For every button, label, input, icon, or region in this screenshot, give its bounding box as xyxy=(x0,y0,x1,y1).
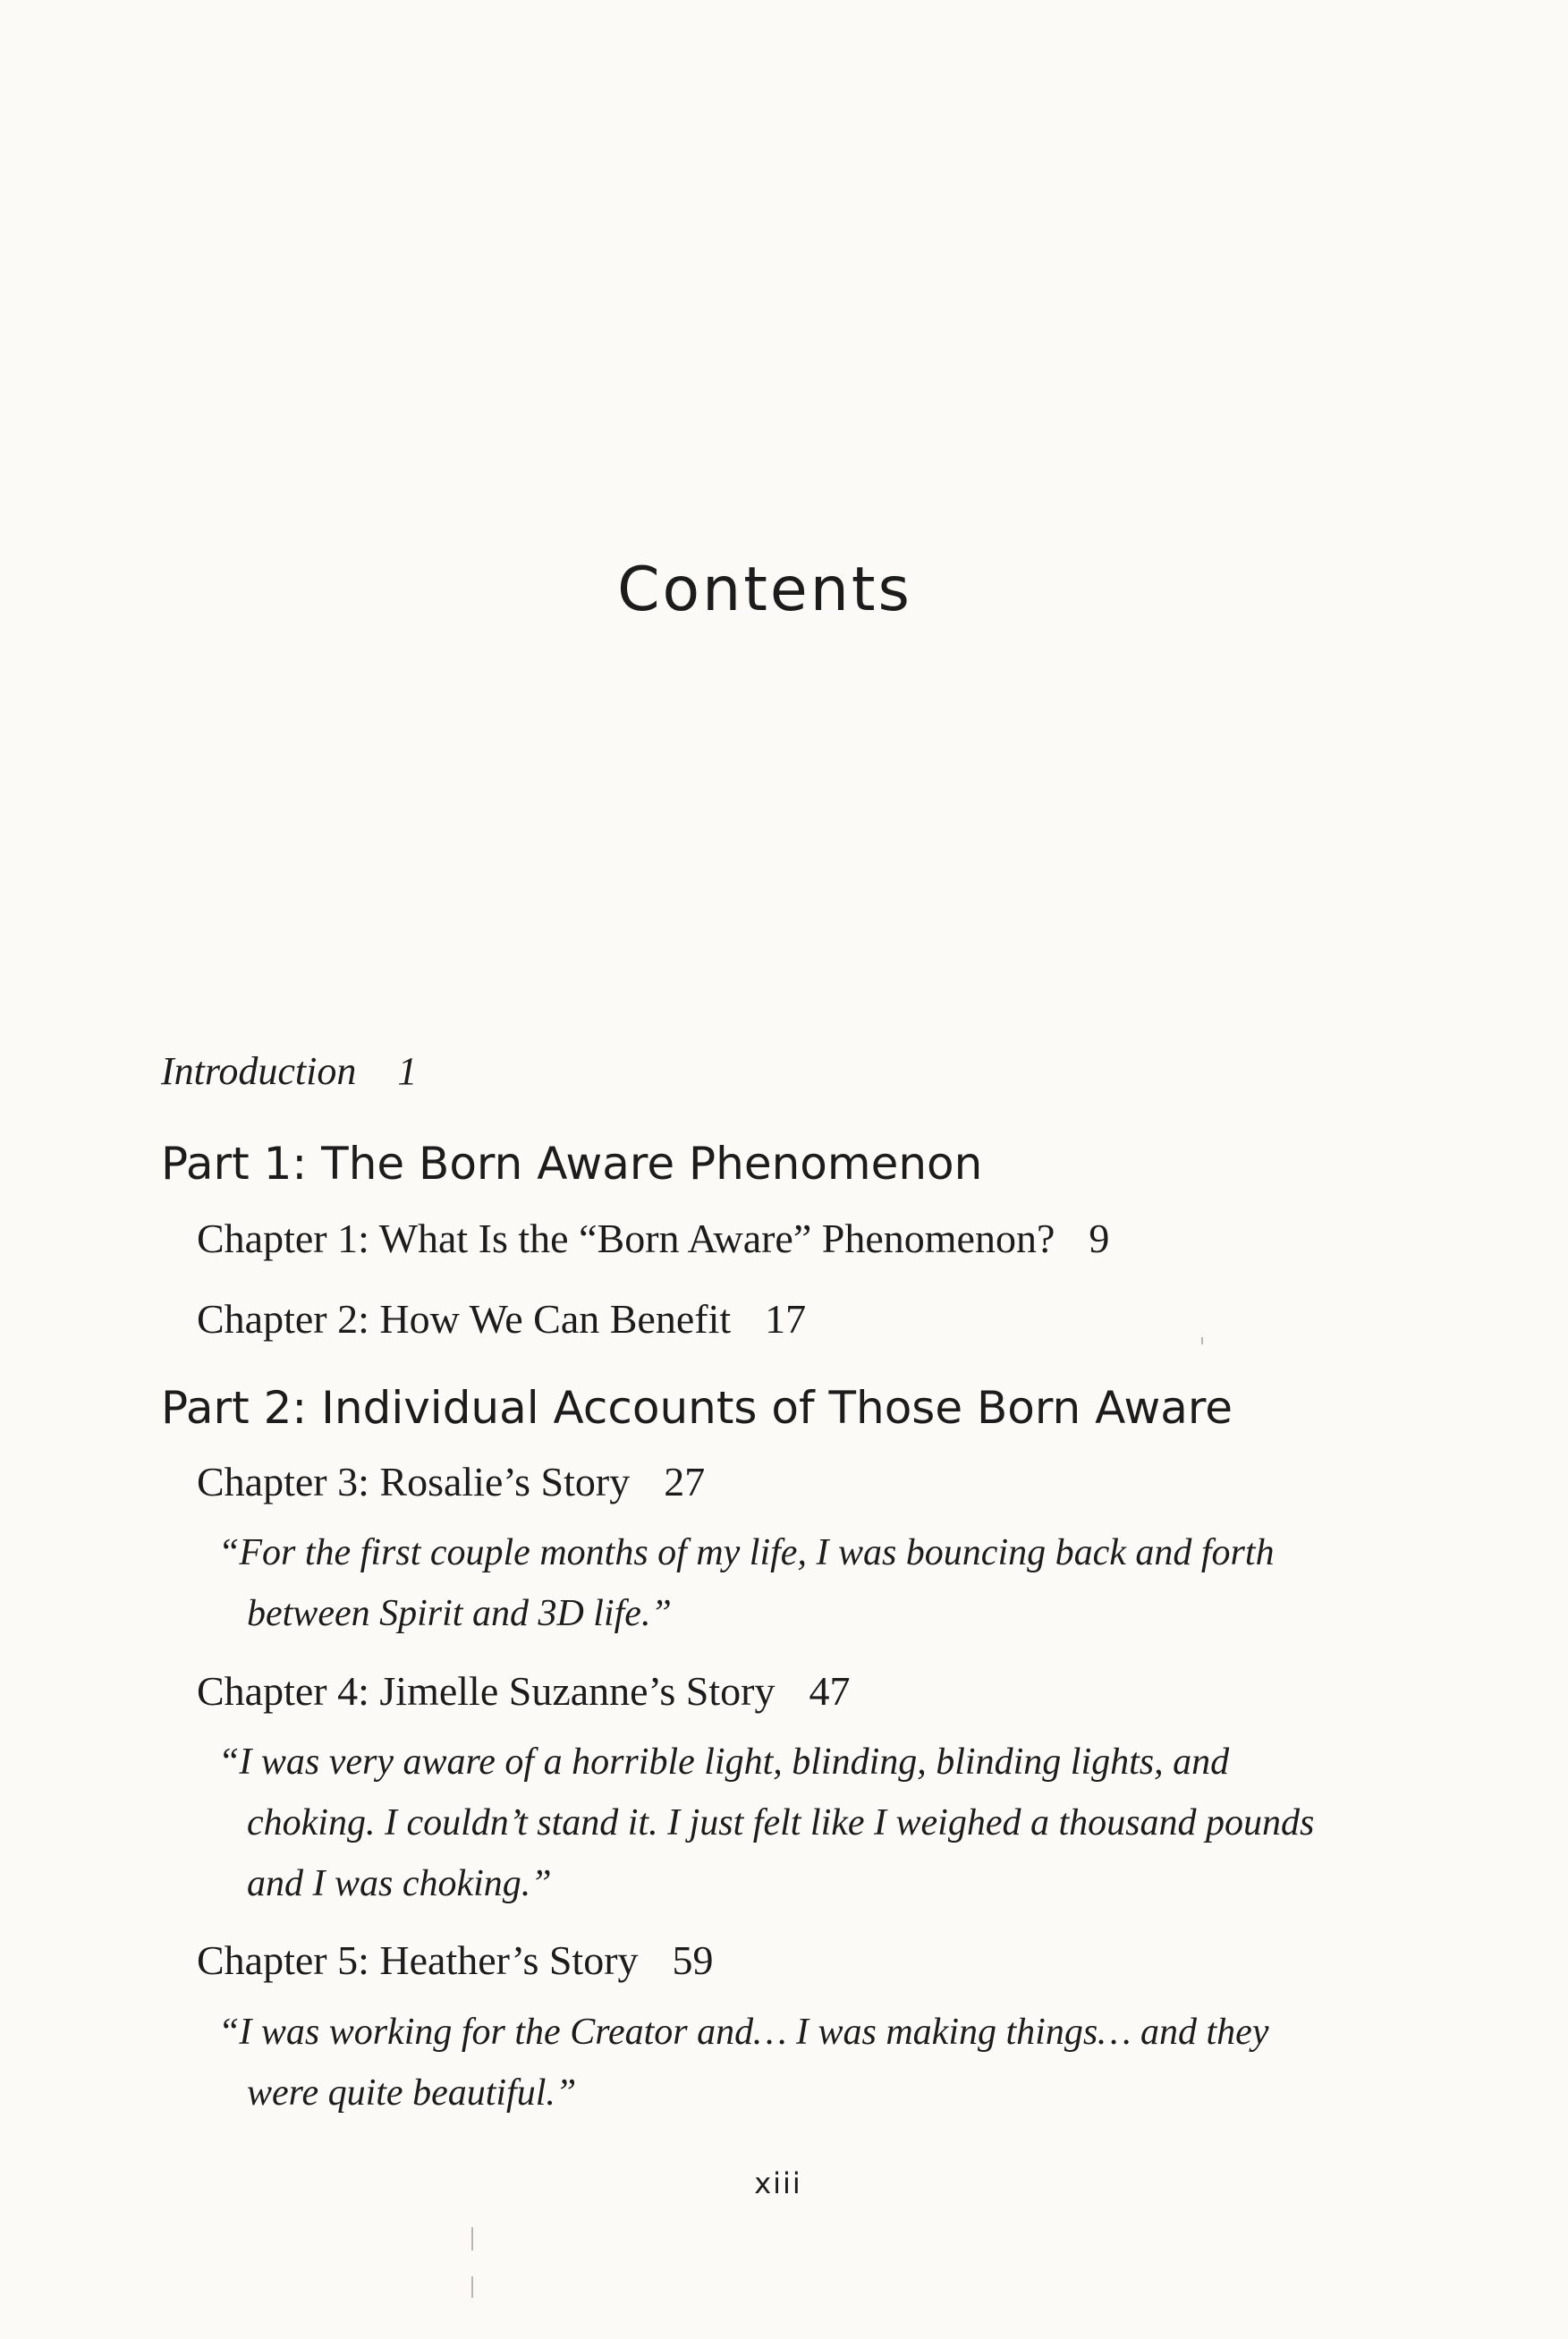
toc-part-1-title: Part 1: The Born Aware Phenomenon xyxy=(161,1138,983,1190)
chapter-1-label: Chapter 1: What Is the “Born Aware” Phenomenon? xyxy=(197,1216,1055,1261)
contents-heading: Contents xyxy=(617,555,912,625)
introduction-page-number: 1 xyxy=(397,1049,418,1093)
scan-speck xyxy=(471,2227,473,2250)
chapter-5-page-number: 59 xyxy=(672,1937,714,1983)
toc-introduction xyxy=(161,1048,417,1094)
toc-part-2-title: Part 2: Individual Accounts of Those Born Aware xyxy=(161,1382,1233,1434)
scan-speck xyxy=(1201,1337,1203,1344)
toc-chapter-5 xyxy=(197,1936,714,1984)
chapter-4-quote: “I was very aware of a horrible light, blinding, blinding lights, and choking. I couldn’t stand it. I just felt like I weighed a thousand pounds and I was choking.” xyxy=(218,1742,1315,1904)
chapter-3-quote: “For the first couple months of my life, I was bouncing back and forth between Spirit and 3D life.” xyxy=(218,1532,1275,1634)
chapter-5-label: Chapter 5: Heather’s Story xyxy=(197,1937,639,1983)
toc-chapter-3 xyxy=(197,1458,705,1505)
chapter-5-quote: “I was working for the Creator and… I was making things… and they were quite beautiful.” xyxy=(218,2012,1269,2114)
chapter-4-page-number: 47 xyxy=(809,1668,851,1714)
scan-speck xyxy=(471,2276,473,2298)
toc-chapter-1 xyxy=(197,1215,1109,1262)
chapter-4-label: Chapter 4: Jimelle Suzanne’s Story xyxy=(197,1668,776,1714)
chapter-2-page-number: 17 xyxy=(765,1296,807,1342)
toc-chapter-4 xyxy=(197,1667,850,1715)
chapter-1-page-number: 9 xyxy=(1089,1216,1110,1261)
chapter-2-label: Chapter 2: How We Can Benefit xyxy=(197,1296,732,1342)
page-folio: xiii xyxy=(754,2166,802,2200)
chapter-3-label: Chapter 3: Rosalie’s Story xyxy=(197,1459,631,1504)
introduction-label: Introduction xyxy=(161,1049,357,1093)
toc-chapter-2 xyxy=(197,1295,806,1343)
chapter-3-page-number: 27 xyxy=(664,1459,706,1504)
